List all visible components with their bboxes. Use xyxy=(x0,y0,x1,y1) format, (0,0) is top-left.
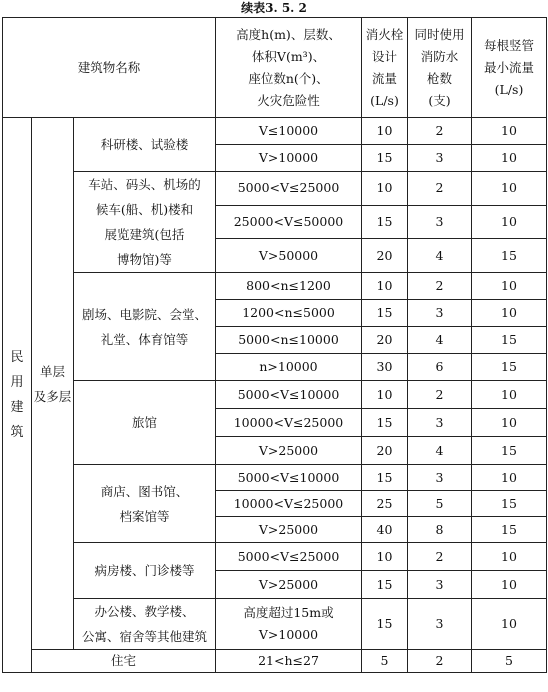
min-flow-cell: 10 xyxy=(472,571,547,599)
min-flow-cell: 10 xyxy=(472,205,547,239)
design-flow-cell: 25 xyxy=(362,491,408,517)
header-line: 高度h(m)、层数、 xyxy=(236,26,341,42)
subgroup-label xyxy=(32,118,74,650)
design-flow-cell: 15 xyxy=(362,571,408,599)
building-name-line: 剧场、电影院、会堂、 xyxy=(81,306,207,322)
group-label-char: 民 xyxy=(10,350,24,365)
subgroup-label-line: 单层 xyxy=(39,363,65,379)
header-line: 消防水 xyxy=(420,48,459,64)
building-name-line: 礼堂、体育馆等 xyxy=(100,331,189,347)
gun-count-cell: 3 xyxy=(408,409,472,437)
gun-count-cell: 3 xyxy=(408,145,472,172)
design-flow-cell: 20 xyxy=(362,437,408,465)
header-row xyxy=(3,18,547,118)
gun-count-cell: 3 xyxy=(408,599,472,650)
header-gun-count xyxy=(408,18,472,118)
header-min-flow xyxy=(472,18,547,118)
design-flow-cell: 10 xyxy=(362,381,408,409)
building-name xyxy=(74,599,216,650)
hydrant-flow-table xyxy=(2,17,547,673)
design-flow-cell: 10 xyxy=(362,543,408,571)
parameter-cell: 5000<V≤25000 xyxy=(216,543,362,571)
design-flow-cell: 15 xyxy=(362,300,408,327)
building-name-line: 旅馆 xyxy=(131,415,157,430)
header-line: 设计 xyxy=(371,48,397,64)
parameter-cell: 800<n≤1200 xyxy=(216,273,362,300)
min-flow-cell: 15 xyxy=(472,491,547,517)
gun-count-cell: 2 xyxy=(408,118,472,145)
header-line: 同时使用 xyxy=(414,26,465,42)
table-row xyxy=(3,543,547,571)
group-label xyxy=(3,118,32,673)
design-flow-cell: 30 xyxy=(362,354,408,381)
design-flow-cell: 10 xyxy=(362,172,408,206)
min-flow-cell: 15 xyxy=(472,437,547,465)
parameter-cell xyxy=(216,599,362,650)
parameter-cell: 1200<n≤5000 xyxy=(216,300,362,327)
gun-count-cell: 3 xyxy=(408,465,472,491)
design-flow-cell: 15 xyxy=(362,409,408,437)
header-line: 最小流量 xyxy=(483,59,534,75)
gun-count-cell: 2 xyxy=(408,650,472,673)
header-line: 枪数 xyxy=(426,70,452,86)
min-flow-cell: 15 xyxy=(472,327,547,354)
header-line: 流量 xyxy=(371,70,397,86)
table-row xyxy=(3,118,547,145)
header-parameters xyxy=(216,18,362,118)
header-line: (L/s) xyxy=(370,92,399,108)
header-line: 体积V(m³)、 xyxy=(251,48,326,64)
building-name-line: 档案馆等 xyxy=(119,508,170,524)
building-name xyxy=(74,465,216,543)
table-row xyxy=(3,381,547,409)
min-flow-cell: 10 xyxy=(472,273,547,300)
group-label-char: 筑 xyxy=(10,425,24,440)
building-name-line: 展览建筑(包括 xyxy=(104,227,185,242)
design-flow-cell: 5 xyxy=(362,650,408,673)
group-label-char: 用 xyxy=(10,375,24,390)
parameter-line: 高度超过15m或 xyxy=(243,605,334,620)
parameter-cell: V>25000 xyxy=(216,517,362,543)
design-flow-cell: 20 xyxy=(362,327,408,354)
min-flow-cell: 10 xyxy=(472,543,547,571)
building-name-line: 车站、码头、机场的 xyxy=(88,177,201,192)
design-flow-cell: 10 xyxy=(362,118,408,145)
building-name xyxy=(74,381,216,465)
building-name xyxy=(74,543,216,599)
building-name xyxy=(74,273,216,381)
gun-count-cell: 3 xyxy=(408,205,472,239)
min-flow-cell: 10 xyxy=(472,381,547,409)
header-line: (L/s) xyxy=(494,81,524,97)
header-design-flow xyxy=(362,18,408,118)
header-line: 座位数n(个)、 xyxy=(248,70,329,86)
parameter-cell: n>10000 xyxy=(216,354,362,381)
min-flow-cell: 5 xyxy=(472,650,547,673)
group-label-char: 建 xyxy=(10,400,24,415)
header-building-name: 建筑物名称 xyxy=(3,18,216,118)
gun-count-cell: 8 xyxy=(408,517,472,543)
table-row xyxy=(3,465,547,491)
building-name-line: 商店、图书馆、 xyxy=(100,483,189,499)
gun-count-cell: 4 xyxy=(408,239,472,273)
design-flow-cell: 15 xyxy=(362,599,408,650)
parameter-cell: 5000<n≤10000 xyxy=(216,327,362,354)
table-caption: 续表3. 5. 2 xyxy=(241,1,307,15)
min-flow-cell: 10 xyxy=(472,300,547,327)
design-flow-cell: 20 xyxy=(362,239,408,273)
parameter-cell: V>10000 xyxy=(216,145,362,172)
parameter-cell: 5000<V≤10000 xyxy=(216,465,362,491)
design-flow-cell: 10 xyxy=(362,273,408,300)
min-flow-cell: 10 xyxy=(472,118,547,145)
min-flow-cell: 15 xyxy=(472,354,547,381)
parameter-line: V>10000 xyxy=(258,627,319,642)
min-flow-cell: 10 xyxy=(472,599,547,650)
gun-count-cell: 2 xyxy=(408,172,472,206)
parameter-cell: V>25000 xyxy=(216,437,362,465)
parameter-cell: 10000<V≤25000 xyxy=(216,409,362,437)
parameter-cell: 5000<V≤10000 xyxy=(216,381,362,409)
min-flow-cell: 10 xyxy=(472,172,547,206)
min-flow-cell: 15 xyxy=(472,239,547,273)
building-name xyxy=(74,172,216,273)
header-line: 每根竖管 xyxy=(483,37,534,53)
parameter-cell: V>50000 xyxy=(216,239,362,273)
min-flow-cell: 10 xyxy=(472,145,547,172)
gun-count-cell: 4 xyxy=(408,327,472,354)
building-name-line: 公寓、宿舍等其他建筑 xyxy=(81,629,207,644)
gun-count-cell: 2 xyxy=(408,273,472,300)
header-line: (支) xyxy=(428,92,451,108)
header-line: 火灾危险性 xyxy=(257,92,320,108)
gun-count-cell: 3 xyxy=(408,571,472,599)
building-name-line: 博物馆)等 xyxy=(117,252,172,267)
min-flow-cell: 10 xyxy=(472,465,547,491)
building-name-line: 科研楼、试验楼 xyxy=(100,137,189,152)
min-flow-cell: 15 xyxy=(472,517,547,543)
parameter-cell: 10000<V≤25000 xyxy=(216,491,362,517)
gun-count-cell: 2 xyxy=(408,543,472,571)
design-flow-cell: 15 xyxy=(362,145,408,172)
gun-count-cell: 6 xyxy=(408,354,472,381)
building-name-line: 病房楼、门诊楼等 xyxy=(94,563,195,578)
parameter-cell: V≤10000 xyxy=(216,118,362,145)
table-row xyxy=(3,599,547,650)
subgroup-label-line: 及多层 xyxy=(33,388,72,404)
design-flow-cell: 15 xyxy=(362,205,408,239)
parameter-cell: 5000<V≤25000 xyxy=(216,172,362,206)
gun-count-cell: 4 xyxy=(408,437,472,465)
table-row xyxy=(3,172,547,206)
min-flow-cell: 10 xyxy=(472,409,547,437)
gun-count-cell: 5 xyxy=(408,491,472,517)
building-name-line: 办公楼、教学楼、 xyxy=(94,604,195,619)
table-row xyxy=(3,273,547,300)
design-flow-cell: 40 xyxy=(362,517,408,543)
table-row xyxy=(3,650,547,673)
parameter-cell: 25000<V≤50000 xyxy=(216,205,362,239)
gun-count-cell: 3 xyxy=(408,300,472,327)
residential-name: 住宅 xyxy=(32,650,216,673)
parameter-cell: V>25000 xyxy=(216,571,362,599)
parameter-cell: 21<h≤27 xyxy=(216,650,362,673)
gun-count-cell: 2 xyxy=(408,381,472,409)
header-line: 消火栓 xyxy=(365,26,404,42)
design-flow-cell: 15 xyxy=(362,465,408,491)
building-name-line: 候车(船、机)楼和 xyxy=(95,202,194,217)
building-name xyxy=(74,118,216,172)
